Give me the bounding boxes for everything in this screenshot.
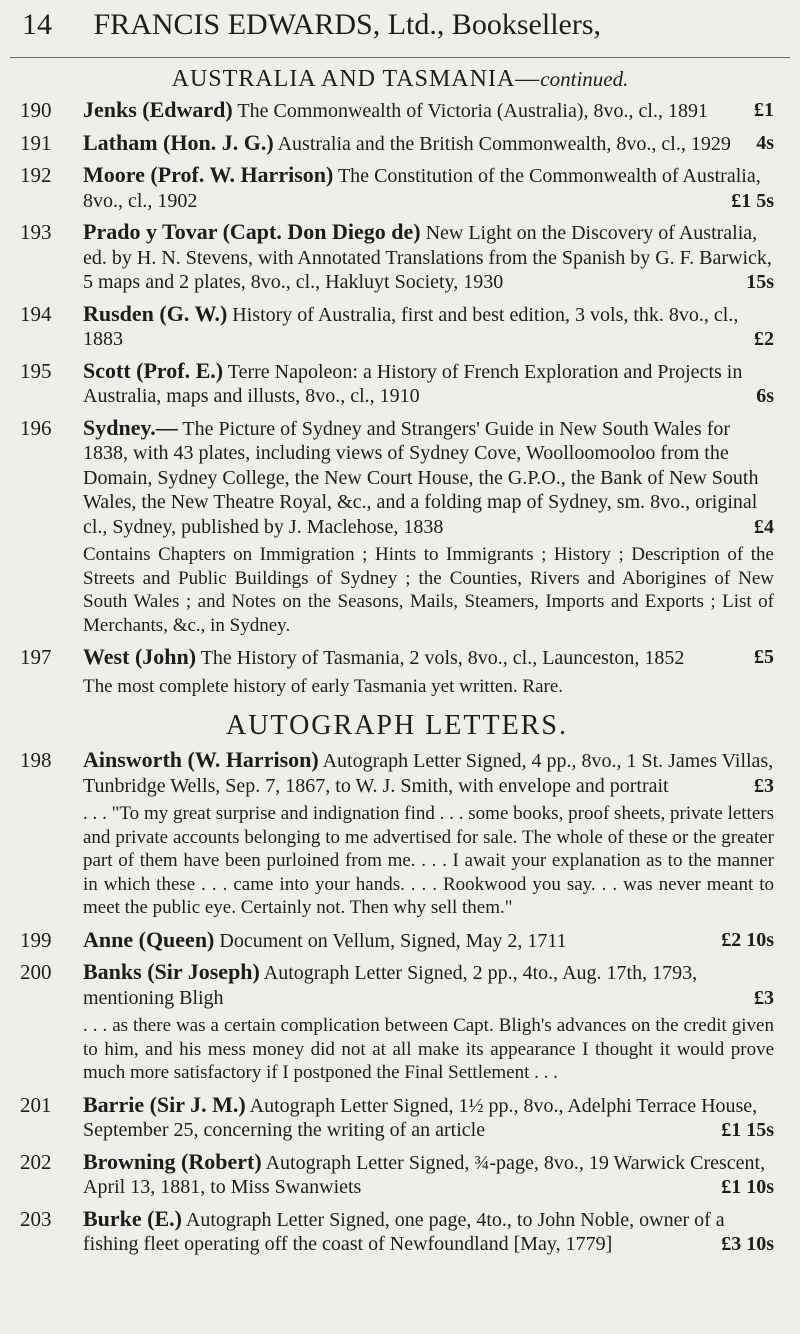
entry-author: Burke (E.) — [83, 1205, 182, 1231]
entry-description: New Light on the Discovery of Australia, ed. by H. N. Stevens, with Annotated Translations from the Spanish by G. F. Barwick, 5 maps and 2 plates, 8vo., cl., Hakluyt Society, 1930 — [83, 222, 772, 293]
entry-number: 198 — [20, 748, 52, 772]
catalogue-entry — [20, 302, 774, 352]
entry-price: 6s — [756, 385, 774, 407]
section-title-text: AUSTRALIA AND TASMANIA— — [171, 66, 541, 92]
entry-description: The Picture of Sydney and Strangers' Guide in New South Wales for 1838, with 43 plates, including views of Sydney Cove, Woolloomooloo from the Domain, Sydney College, the New Court House, the G.P.O., the Bank of New South Wales, the New Theatre Royal, &c., and a folding map of Sydney, sm. 8vo., original cl., Sydney, published by J. Maclehose, 1838 — [83, 417, 759, 538]
entry-note: . . . "To my great surprise and indignation find . . . some books, proof sheets, private letters and private accounts belonging to me advertised for sale. The whole of these or the greater part of them have been purloined from me. . . . I await your explanation as to the manner in which these . . . came into your hands. . . . Rookwood you say. . . was never meant to meet the public eye. Certainly not. Then why sell them." — [83, 803, 774, 918]
entry-author: West (John) — [83, 644, 197, 669]
catalogue-entry — [20, 416, 774, 540]
entry-note: . . . as there was a certain complication between Capt. Bligh's advances on the credit given to him, and his mess money did not at all make its appearance I thought it would prove much more satisfactory if I postponed the Final Settlement . . . — [83, 1015, 774, 1083]
entry-description: Terre Napoleon: a History of French Exploration and Projects in Australia, maps and illusts, 8vo., cl., 1910 — [83, 360, 743, 407]
catalogue-entry — [20, 163, 774, 213]
entry-number: 191 — [20, 130, 52, 155]
entry-price: £1 5s — [731, 189, 774, 212]
catalogue-entry — [20, 748, 774, 798]
section-title — [0, 66, 800, 93]
catalogue-entry — [20, 960, 774, 1010]
entry-author: Browning (Robert) — [83, 1148, 262, 1174]
entry-number: 193 — [20, 220, 52, 244]
entry-price: £2 — [754, 328, 774, 350]
entry-author: Prado y Tovar (Capt. Don Diego de) — [83, 219, 421, 244]
entry-price: £1 — [754, 99, 774, 121]
entry-price: £5 — [754, 646, 774, 668]
header-rule — [10, 57, 790, 58]
entry-author: Anne (Queen) — [83, 926, 215, 952]
entry-description: Australia and the British Commonwealth, 8vo., cl., 1929 — [277, 132, 731, 155]
page-header — [22, 8, 778, 42]
entry-author: Scott (Prof. E.) — [83, 357, 224, 383]
entry-number: 203 — [20, 1206, 52, 1231]
entry-number: 201 — [20, 1092, 52, 1117]
autograph-entries — [20, 748, 774, 1257]
entry-description: Autograph Letter Signed, one page, 4to., to John Noble, owner of a fishing fleet operating off the coast of Newfoundland [May, 1779] — [83, 1208, 725, 1255]
autograph-section-title: AUTOGRAPH LETTERS. — [226, 710, 568, 741]
entry-note: The most complete history of early Tasmania yet written. Rare. — [83, 675, 564, 697]
entry-number: 190 — [20, 98, 52, 122]
entry-price: £2 10s — [721, 928, 774, 951]
entry-author: Sydney.— — [83, 414, 178, 440]
entry-author: Ainsworth (W. Harrison) — [83, 747, 319, 772]
entry-author: Barrie (Sir J. M.) — [83, 1091, 246, 1117]
catalogue-entry — [20, 131, 774, 157]
entry-author: Banks (Sir Joseph) — [83, 959, 260, 984]
entry-description: Document on Vellum, Signed, May 2, 1711 — [219, 929, 567, 952]
entry-description: The Constitution of the Commonwealth of Australia, 8vo., cl., 1902 — [83, 165, 761, 212]
entry-price: £4 — [754, 515, 774, 538]
entry-description: History of Australia, first and best edition, 3 vols, thk. 8vo., cl., 1883 — [83, 303, 739, 350]
entry-number: 202 — [20, 1149, 52, 1174]
catalogue-entry — [20, 928, 774, 954]
catalogue-entry — [20, 1093, 774, 1143]
catalogue-entry — [20, 1207, 774, 1257]
catalogue-entry — [20, 1150, 774, 1200]
entry-note: Contains Chapters on Immigration ; Hints to Immigrants ; History ; Description of the Streets and Public Buildings of Sydney ; the Counties, Rivers and Aborigines of New South Wales ; and Notes on the Seasons, Mails, Steamers, Imports and Exports ; List of Merchants, &c., in Sydney. — [83, 544, 774, 636]
entry-number: 194 — [20, 301, 52, 326]
entry-author: Moore (Prof. W. Harrison) — [83, 162, 334, 187]
entry-number: 199 — [20, 927, 52, 952]
entry-number: 192 — [20, 163, 52, 187]
entry-description: The History of Tasmania, 2 vols, 8vo., cl., Launceston, 1852 — [200, 647, 685, 669]
entry-description: Autograph Letter Signed, 4 pp., 8vo., 1 St. James Villas, Tunbridge Wells, Sep. 7, 1867, to W. J. Smith, with envelope and portrait — [83, 750, 774, 797]
catalogue-entry — [20, 220, 774, 295]
catalogue-entry — [20, 98, 774, 124]
entry-description: Autograph Letter Signed, ¾-page, 8vo., 19 Warwick Crescent, April 13, 1881, to Miss Swanwiets — [83, 1151, 766, 1198]
entry-author: Latham (Hon. J. G.) — [83, 129, 274, 155]
entry-price: £3 10s — [721, 1233, 774, 1255]
entry-author: Jenks (Edward) — [83, 97, 233, 122]
page-number: 14 — [22, 8, 52, 41]
entry-price: £3 — [754, 774, 774, 797]
catalogue-entry — [20, 645, 774, 671]
entry-price: 4s — [756, 131, 774, 154]
entry-number: 195 — [20, 358, 52, 383]
entries-list — [20, 98, 774, 1264]
catalogue-entry — [20, 359, 774, 409]
entry-number: 196 — [20, 415, 52, 440]
entry-price: £1 10s — [721, 1176, 774, 1198]
entry-price: £3 — [754, 986, 774, 1009]
australia-entries — [20, 98, 774, 698]
entry-description: Autograph Letter Signed, 2 pp., 4to., Aug. 17th, 1793, mentioning Bligh — [83, 962, 698, 1009]
entry-description: Autograph Letter Signed, 1½ pp., 8vo., Adelphi Terrace House, September 25, concerning the writing of an article — [83, 1094, 758, 1141]
publisher-name: FRANCIS EDWARDS, Ltd., Booksellers, — [93, 8, 602, 41]
entry-price: £1 15s — [721, 1119, 774, 1141]
entry-price: 15s — [746, 271, 774, 293]
entry-number: 200 — [20, 960, 52, 984]
entry-number: 197 — [20, 645, 52, 669]
entry-author: Rusden (G. W.) — [83, 300, 228, 326]
entry-description: The Commonwealth of Victoria (Australia), 8vo., cl., 1891 — [237, 100, 708, 122]
section-continued: continued. — [540, 67, 629, 91]
